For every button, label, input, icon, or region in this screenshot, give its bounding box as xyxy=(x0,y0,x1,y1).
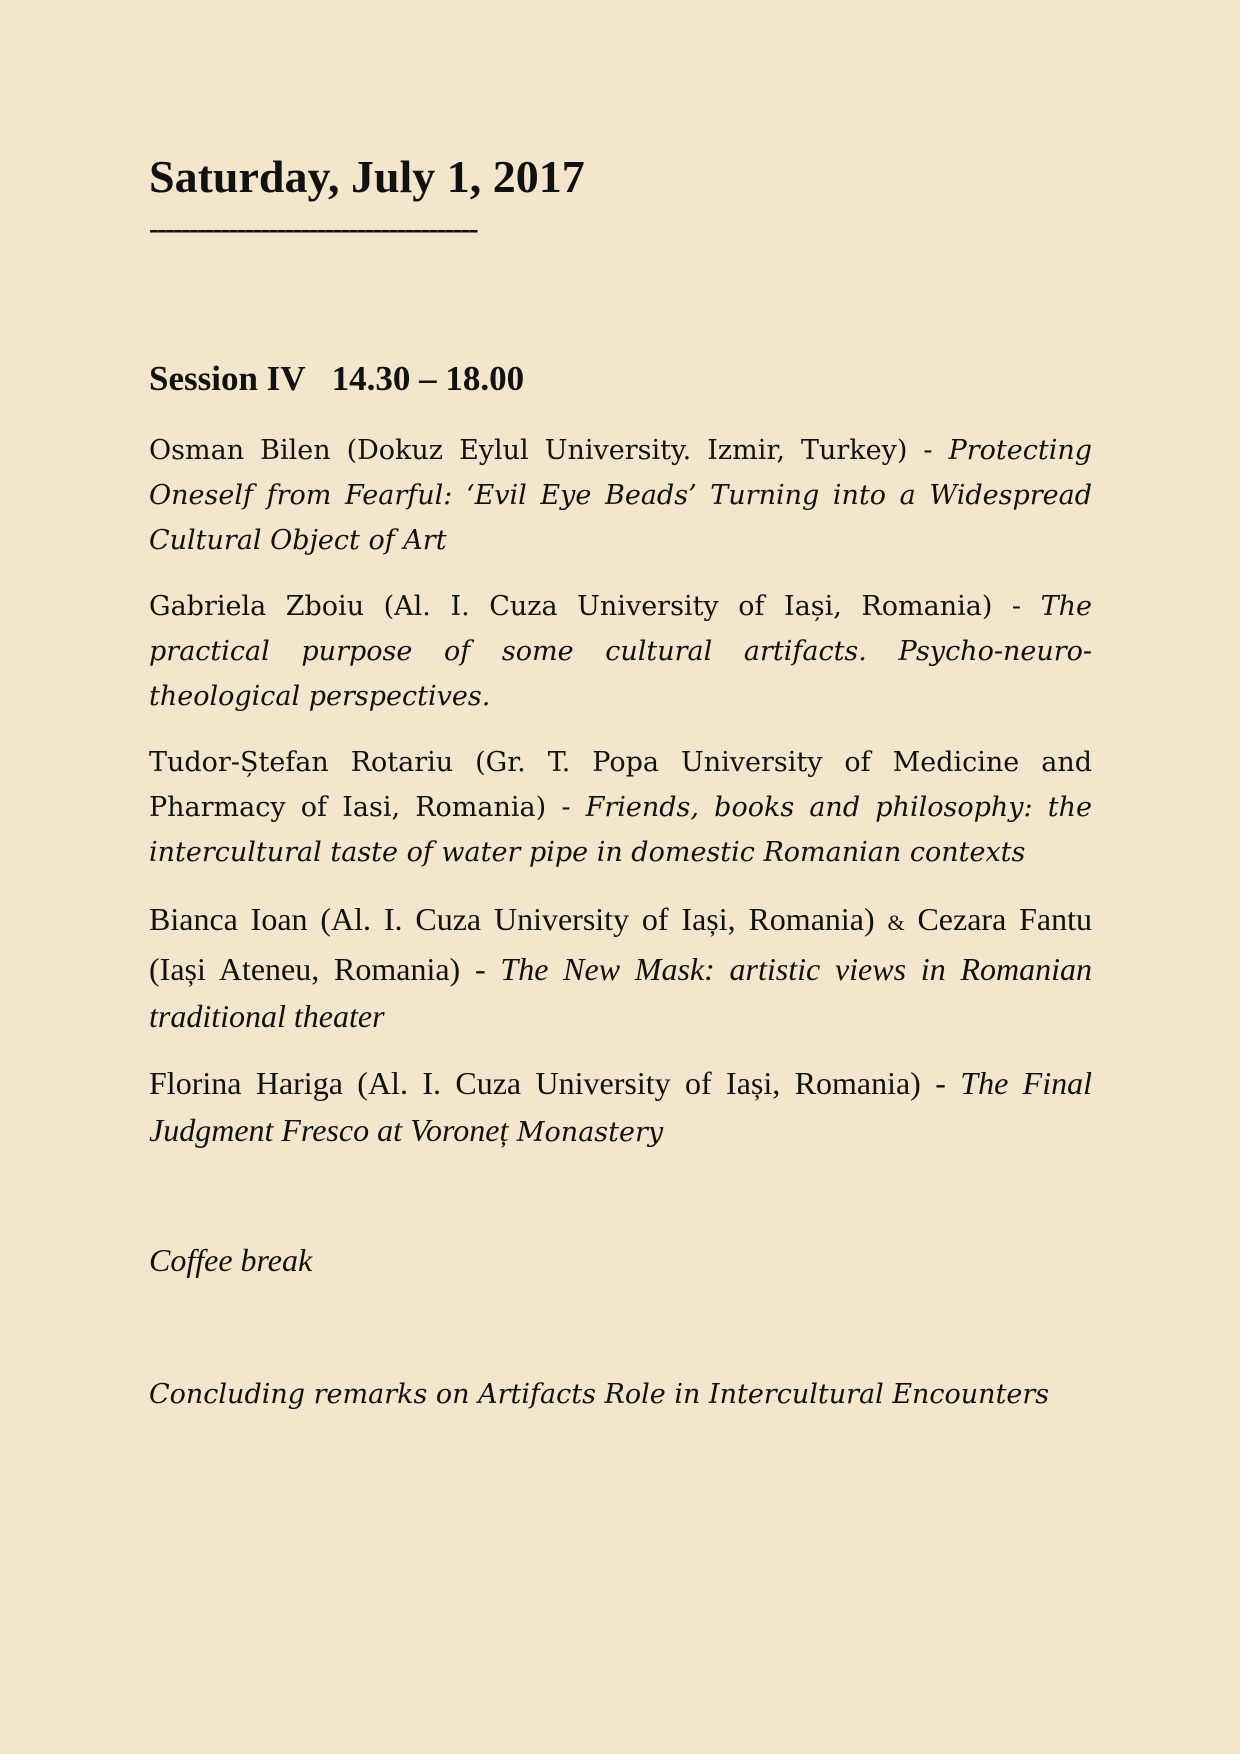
presentation-title: Friends, books and philosophy: the intercultural taste of water pipe in domestic Romanian contexts xyxy=(149,792,1092,868)
presentation-title: The New Mask: artistic views in Romanian traditional theater xyxy=(149,951,1093,1034)
concluding-remarks: Concluding remarks on Artifacts Role in Intercultural Encounters xyxy=(149,1379,1050,1410)
presentation-speaker: Florina Hariga (Al. I. Cuza University of Iași, Romania) - xyxy=(149,1065,961,1101)
presentation-title: The Final Judgment Fresco at Voroneț xyxy=(149,1065,1093,1148)
session-time: 14.30 – 18.00 xyxy=(331,359,525,398)
presentation-speaker: Osman Bilen (Dokuz Eylul University. Izmir, Turkey) - xyxy=(149,435,949,466)
presentation-speaker: Tudor-Ștefan Rotariu (Gr. T. Popa University of Medicine and Pharmacy of Iasi, Romania) - xyxy=(149,747,1092,823)
presentation-title: The practical purpose of some cultural artifacts. Psycho-neuro-theological perspectives. xyxy=(149,591,1092,712)
presentation-item xyxy=(149,428,1092,563)
presentation-speaker: Gabriela Zboiu (Al. I. Cuza University of Iași, Romania) - xyxy=(149,591,1041,622)
presentation-item xyxy=(149,896,1092,1040)
speaker-ampersand: & xyxy=(887,910,905,935)
presentation-title: Protecting Oneself from Fearful: ‘Evil Eye Beads’ Turning into a Widespread Cultural Object of Art xyxy=(149,435,1092,556)
session-name: Session IV xyxy=(149,359,306,398)
presentation-speaker: Bianca Ioan (Al. I. Cuza University of Iași, Romania) xyxy=(149,901,888,937)
presentation-item xyxy=(149,584,1092,719)
presentation-title-tail: Monastery xyxy=(508,1117,664,1148)
session-heading xyxy=(149,356,524,402)
presentation-item xyxy=(149,1060,1092,1156)
title-separator: ----------------------------------------- xyxy=(149,212,477,245)
coffee-break: Coffee break xyxy=(149,1242,313,1278)
presentation-list xyxy=(149,428,1092,1176)
day-title: Saturday, July 1, 2017 xyxy=(149,151,585,202)
presentation-co-speaker: Cezara Fantu (Iași Ateneu, Romania) - xyxy=(149,901,1093,987)
presentation-item xyxy=(149,740,1092,875)
